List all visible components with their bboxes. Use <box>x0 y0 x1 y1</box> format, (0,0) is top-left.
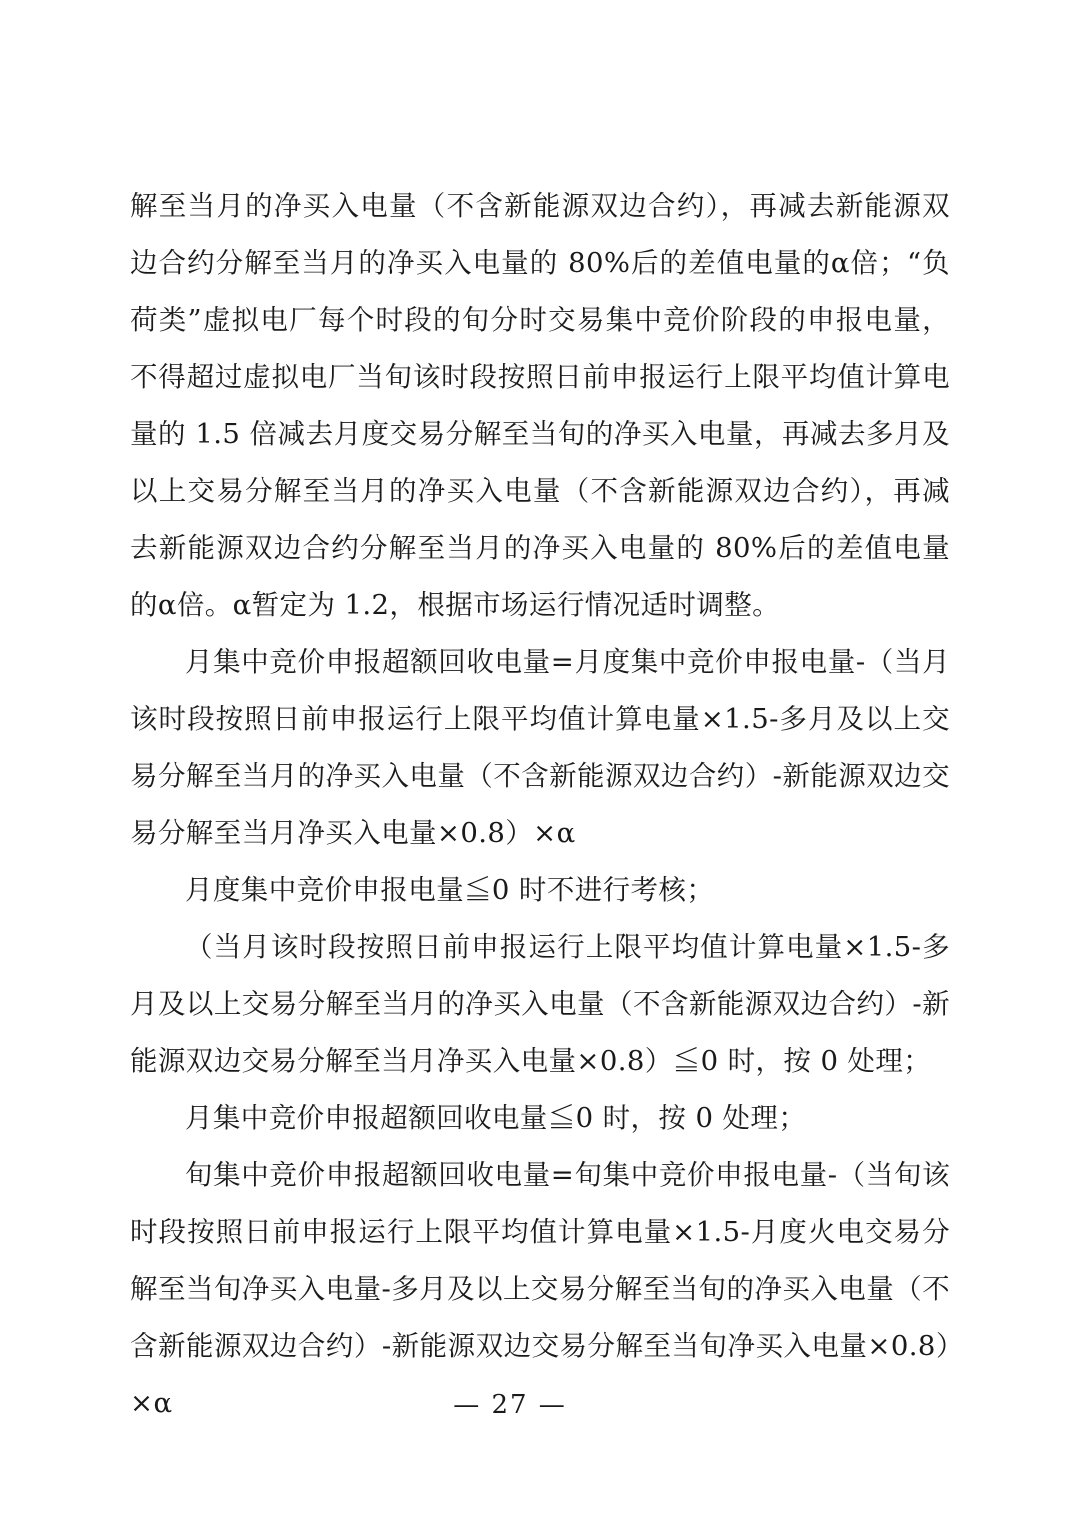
document-body <box>130 178 950 1432</box>
page-footer <box>0 1390 1080 1420</box>
paragraph-zero-handling-rule: （当月该时段按照日前申报运行上限平均值计算电量×1.5-多月及以上交易分解至当月的净买入电量（不含新能源双边合约）-新能源双边交易分解至当月净买入电量×0.8）≦0 时，按 0 处理； <box>130 931 950 1077</box>
paragraph-monthly-recovery-zero: 月集中竞价申报超额回收电量≦0 时，按 0 处理； <box>185 1102 807 1134</box>
paragraph-continued: 解至当月的净买入电量（不含新能源双边合约），再减去新能源双边合约分解至当月的净买入电量的 80%后的差值电量的α倍；“负荷类”虚拟电厂每个时段的旬分时交易集中竞价阶段的申报电量，不得超过虚拟电厂当旬该时段按照日前申报运行上限平均值计算电量的 1.5 倍减去月度交易分解至当旬的净买入电量，再减去多月及以上交易分解至当月的净买入电量（不含新能源双边合约），再减去新能源双边合约分解至当月的净买入电量的 80%后的差值电量的α倍。α暂定为 1.2，根据市场运行情况适时调整。 <box>130 190 950 621</box>
paragraph-formula-ten-day: 旬集中竞价申报超额回收电量=旬集中竞价申报电量-（当旬该时段按照日前申报运行上限平均值计算电量×1.5-月度火电交易分解至当旬净买入电量-多月及以上交易分解至当旬的净买入电量（不含新能源双边合约）-新能源双边交易分解至当旬净买入电量×0.8）×α <box>130 1159 950 1419</box>
paragraph-formula-monthly: 月集中竞价申报超额回收电量=月度集中竞价申报电量-（当月该时段按照日前申报运行上限平均值计算电量×1.5-多月及以上交易分解至当月的净买入电量（不含新能源双边合约）-新能源双边交易分解至当月净买入电量×0.8）×α <box>130 646 950 849</box>
page-number: — 27 — <box>453 1390 567 1420</box>
paragraph-monthly-threshold: 月度集中竞价申报电量≦0 时不进行考核； <box>185 874 715 906</box>
